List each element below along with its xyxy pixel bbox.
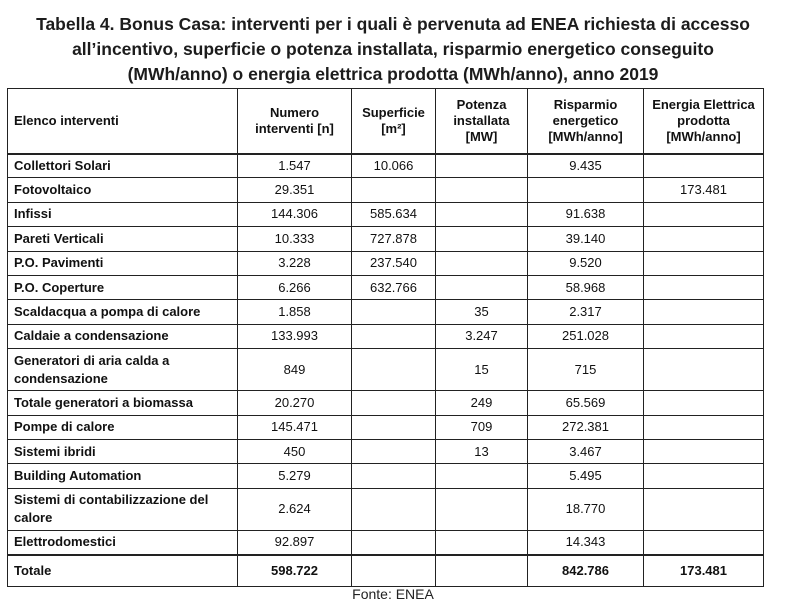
table-row [8, 300, 764, 324]
table-row [8, 391, 764, 415]
table-cell: 92.897 [238, 530, 352, 554]
table-cell: 272.381 [528, 415, 644, 439]
table-cell: 10.066 [352, 154, 436, 178]
table-row [8, 439, 764, 463]
table-row [8, 488, 764, 530]
table-row [8, 415, 764, 439]
column-header: Energia Elettrica prodotta [MWh/anno] [644, 89, 764, 154]
table-cell: 58.968 [528, 275, 644, 299]
row-label: P.O. Pavimenti [8, 251, 238, 275]
row-label: Infissi [8, 202, 238, 226]
row-label: Pompe di calore [8, 415, 238, 439]
table-cell [352, 300, 436, 324]
table-cell [644, 300, 764, 324]
column-header: Superficie [m²] [352, 89, 436, 154]
table-cell [644, 324, 764, 348]
table-row [8, 154, 764, 178]
table-cell [352, 415, 436, 439]
table-cell: 91.638 [528, 202, 644, 226]
row-label: Generatori di aria calda a condensazione [8, 349, 238, 391]
table-title [0, 12, 786, 87]
table-row [8, 530, 764, 554]
total-cell [352, 555, 436, 587]
table-cell: 632.766 [352, 275, 436, 299]
table-cell: 450 [238, 439, 352, 463]
table-cell: 173.481 [644, 178, 764, 202]
table-cell: 15 [436, 349, 528, 391]
table-cell [436, 251, 528, 275]
table-cell [644, 488, 764, 530]
table-cell [436, 154, 528, 178]
table-body [8, 154, 764, 587]
row-label: Sistemi di contabilizzazione del calore [8, 488, 238, 530]
table-cell [644, 227, 764, 251]
table-cell: 709 [436, 415, 528, 439]
total-label: Totale [8, 555, 238, 587]
table-cell: 13 [436, 439, 528, 463]
table-cell: 5.495 [528, 464, 644, 488]
table-cell: 727.878 [352, 227, 436, 251]
table-cell [436, 464, 528, 488]
table-cell [352, 530, 436, 554]
title-line-1: Tabella 4. Bonus Casa: interventi per i quali è pervenuta ad ENEA richiesta di accesso [36, 14, 750, 34]
table-cell: 20.270 [238, 391, 352, 415]
title-line-3: (MWh/anno) o energia elettrica prodotta (MWh/anno), anno 2019 [127, 64, 659, 84]
table-cell [644, 439, 764, 463]
table-cell [644, 202, 764, 226]
table-row [8, 202, 764, 226]
table-cell [436, 227, 528, 251]
table-cell: 3.467 [528, 439, 644, 463]
row-label: Collettori Solari [8, 154, 238, 178]
table-cell: 9.520 [528, 251, 644, 275]
table-cell [352, 178, 436, 202]
table-cell: 1.858 [238, 300, 352, 324]
row-label: Fotovoltaico [8, 178, 238, 202]
table-row [8, 349, 764, 391]
row-label: Building Automation [8, 464, 238, 488]
table-cell: 29.351 [238, 178, 352, 202]
table-cell: 145.471 [238, 415, 352, 439]
table-cell [436, 275, 528, 299]
table-cell [528, 178, 644, 202]
table-cell: 35 [436, 300, 528, 324]
table-cell [644, 530, 764, 554]
total-cell: 173.481 [644, 555, 764, 587]
row-label: Scaldacqua a pompa di calore [8, 300, 238, 324]
row-label: Pareti Verticali [8, 227, 238, 251]
table-cell: 2.317 [528, 300, 644, 324]
table-row [8, 227, 764, 251]
table-cell: 65.569 [528, 391, 644, 415]
table-cell [436, 202, 528, 226]
table-row [8, 178, 764, 202]
table-cell: 1.547 [238, 154, 352, 178]
table-cell: 2.624 [238, 488, 352, 530]
table-cell [352, 464, 436, 488]
table-cell [436, 530, 528, 554]
table-cell: 14.343 [528, 530, 644, 554]
table-cell: 715 [528, 349, 644, 391]
table-cell: 585.634 [352, 202, 436, 226]
table-cell: 3.228 [238, 251, 352, 275]
table-cell: 6.266 [238, 275, 352, 299]
table-cell [352, 391, 436, 415]
table-cell [644, 391, 764, 415]
table-cell [644, 415, 764, 439]
total-row [8, 555, 764, 587]
table-cell: 251.028 [528, 324, 644, 348]
table-cell: 18.770 [528, 488, 644, 530]
source-note: Fonte: ENEA [352, 586, 434, 602]
data-table [7, 88, 764, 587]
table-cell: 3.247 [436, 324, 528, 348]
table-cell: 249 [436, 391, 528, 415]
table-cell [436, 178, 528, 202]
total-cell: 842.786 [528, 555, 644, 587]
column-header: Potenza installata [MW] [436, 89, 528, 154]
column-header: Risparmio energetico [MWh/anno] [528, 89, 644, 154]
table-row [8, 464, 764, 488]
row-label: P.O. Coperture [8, 275, 238, 299]
row-label: Caldaie a condensazione [8, 324, 238, 348]
row-label: Sistemi ibridi [8, 439, 238, 463]
row-label: Elettrodomestici [8, 530, 238, 554]
table-cell: 9.435 [528, 154, 644, 178]
total-cell: 598.722 [238, 555, 352, 587]
table-cell [644, 464, 764, 488]
table-cell: 133.993 [238, 324, 352, 348]
table-cell [352, 324, 436, 348]
row-label: Totale generatori a biomassa [8, 391, 238, 415]
total-cell [436, 555, 528, 587]
table-row [8, 324, 764, 348]
table-cell [644, 251, 764, 275]
title-line-2: all’incentivo, superficie o potenza installata, risparmio energetico conseguito [72, 39, 714, 59]
table-cell [352, 488, 436, 530]
column-header: Elenco interventi [8, 89, 238, 154]
table-cell: 237.540 [352, 251, 436, 275]
table-cell: 5.279 [238, 464, 352, 488]
table-cell [436, 488, 528, 530]
table-cell: 39.140 [528, 227, 644, 251]
table-cell [352, 349, 436, 391]
table-cell [352, 439, 436, 463]
table-row [8, 275, 764, 299]
table-row [8, 251, 764, 275]
table-cell: 849 [238, 349, 352, 391]
column-header: Numero interventi [n] [238, 89, 352, 154]
table-cell [644, 275, 764, 299]
table-cell [644, 349, 764, 391]
table-cell: 10.333 [238, 227, 352, 251]
header-row [8, 89, 764, 154]
table-cell: 144.306 [238, 202, 352, 226]
table-cell [644, 154, 764, 178]
